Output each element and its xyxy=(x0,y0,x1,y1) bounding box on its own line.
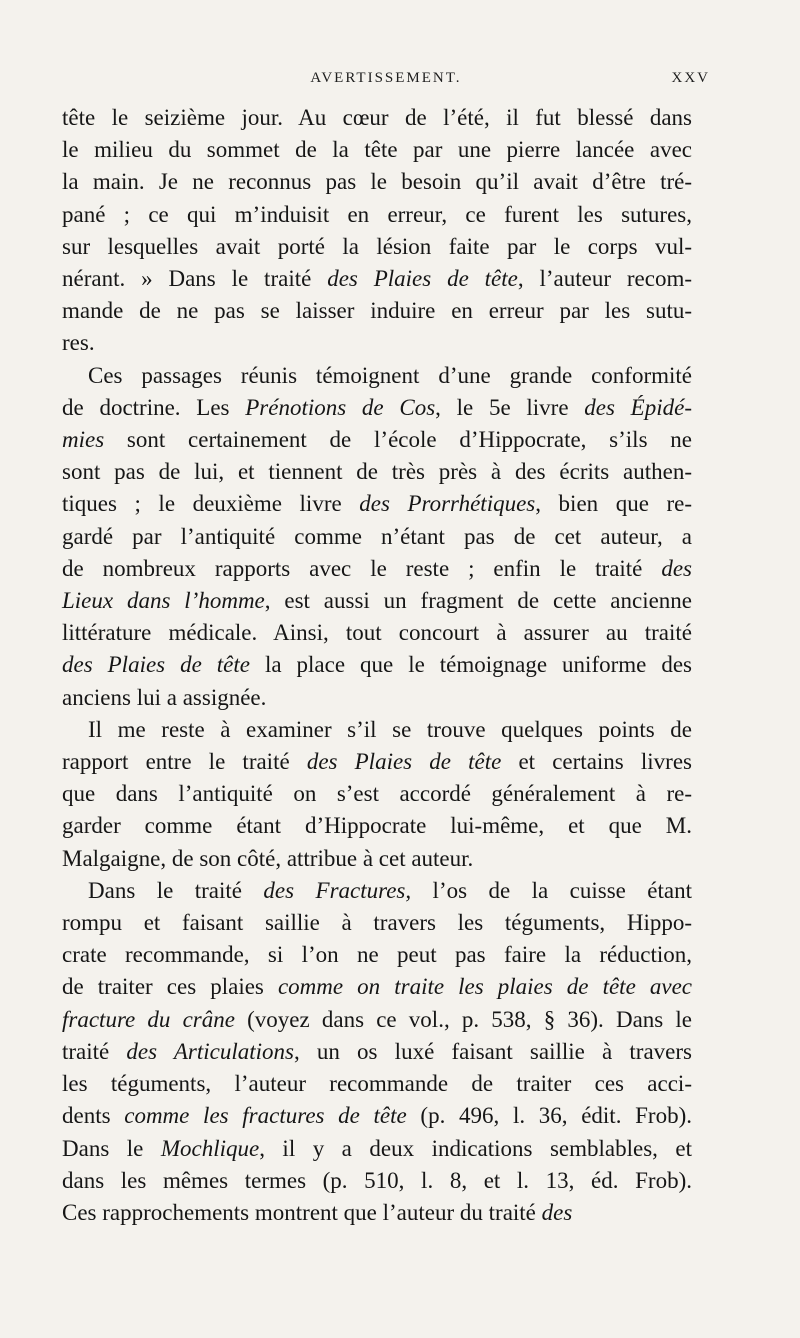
italic-title: mies xyxy=(62,427,105,453)
text-run: sur lesquelles avait porté la lésion faite par le corps vul- xyxy=(62,233,692,259)
text-run: la main. Je ne reconnus pas le besoin qu’il avait d’être tré- xyxy=(62,169,692,195)
text-line xyxy=(62,585,692,617)
text-line xyxy=(62,1068,692,1100)
text-run: dents xyxy=(62,1103,125,1129)
text-line xyxy=(62,392,692,424)
text-line xyxy=(62,907,692,939)
text-line xyxy=(62,778,692,810)
text-line xyxy=(62,166,692,198)
running-head-title: AVERTISSEMENT. xyxy=(310,70,462,86)
body-text xyxy=(62,102,692,1229)
text-line xyxy=(62,1100,692,1132)
text-line xyxy=(62,1133,692,1165)
text-run: tiques ; le deuxième livre xyxy=(62,491,360,517)
italic-title: des Fractures, xyxy=(263,877,412,903)
text-line xyxy=(62,488,692,520)
text-line xyxy=(62,1036,692,1068)
italic-title: des Plaies de tête xyxy=(62,652,250,678)
text-run: , un os luxé faisant saillie à travers xyxy=(293,1038,692,1064)
text-line xyxy=(62,714,692,746)
text-line xyxy=(62,682,692,714)
text-run: Malgaigne, de son côté, attribue à cet auteur. xyxy=(62,845,474,871)
text-run: de nombreux rapports avec le reste ; enfin le traité xyxy=(62,555,662,581)
paragraph xyxy=(62,714,692,875)
text-run: (p. 496, l. 36, édit. Frob). xyxy=(406,1103,692,1129)
text-line xyxy=(62,102,692,134)
italic-title: des Prorrhétiques xyxy=(359,491,536,517)
text-line xyxy=(62,875,692,907)
text-run: et certains livres xyxy=(501,749,692,775)
text-run: res. xyxy=(62,330,95,356)
text-line xyxy=(62,617,692,649)
text-run: , il y a deux indications semblables, et xyxy=(259,1135,693,1161)
paragraph xyxy=(62,875,692,1229)
text-run: rompu et faisant saillie à travers les téguments, Hippo- xyxy=(62,910,692,936)
italic-title: des Épidé- xyxy=(584,394,692,420)
text-line xyxy=(62,521,692,553)
italic-title: fracture du crâne xyxy=(62,1006,235,1032)
text-line xyxy=(62,1004,692,1036)
italic-title: Lieux dans l’homme xyxy=(62,588,265,614)
running-head xyxy=(62,70,710,92)
text-run: , bien que re- xyxy=(535,491,692,517)
text-run: de traiter ces plaies xyxy=(62,974,278,1000)
text-line xyxy=(62,134,692,166)
text-run: sont pas de lui, et tiennent de très près à des écrits authen- xyxy=(62,459,692,485)
italic-title: des xyxy=(661,555,692,581)
text-run: sont certainement de l’école d’Hippocrate, s’ils ne xyxy=(104,427,692,453)
text-line xyxy=(62,939,692,971)
text-run: dans les mêmes termes (p. 510, l. 8, et l. 13, éd. Frob). xyxy=(62,1167,692,1193)
text-run: , l’auteur recom- xyxy=(517,266,692,292)
text-run: gardé par l’antiquité comme n’étant pas de cet auteur, a xyxy=(62,523,692,549)
text-run: rapport entre le traité xyxy=(62,749,307,775)
text-line xyxy=(62,456,692,488)
text-run: tête le seizième jour. Au cœur de l’été, il fut blessé dans xyxy=(62,105,692,130)
paragraph xyxy=(62,360,692,714)
text-run: Dans le xyxy=(62,1135,161,1161)
italic-title: des Plaies de tête xyxy=(327,266,518,292)
italic-title: comme on traite les plaies de tête avec xyxy=(277,974,692,1000)
text-run: Ces passages réunis témoignent d’une grande conformité xyxy=(88,362,692,388)
text-line xyxy=(62,295,692,327)
italic-title: des Plaies de tête xyxy=(306,749,502,775)
text-line xyxy=(62,327,692,359)
text-line xyxy=(62,971,692,1003)
text-run: nérant. » Dans le traité xyxy=(62,266,328,292)
text-line xyxy=(62,1165,692,1197)
text-line xyxy=(62,843,692,875)
text-run: , le 5e livre xyxy=(435,394,585,420)
text-run: l’os de la cuisse étant xyxy=(411,877,692,903)
text-run: garder comme étant d’Hippocrate lui-même, et que M. xyxy=(62,813,692,839)
text-run: crate recommande, si l’on ne peut pas faire la réduction, xyxy=(62,942,692,968)
text-line xyxy=(62,263,692,295)
text-run: , est aussi un fragment de cette ancienne xyxy=(264,588,692,614)
text-line xyxy=(62,649,692,681)
text-run: Dans le traité xyxy=(88,877,264,903)
text-run: mande de ne pas se laisser induire en erreur par les sutu- xyxy=(62,298,692,324)
text-run: Il me reste à examiner s’il se trouve quelques points de xyxy=(88,716,692,742)
italic-title: Prénotions de Cos xyxy=(245,394,436,420)
text-line xyxy=(62,1197,692,1229)
text-run: les téguments, l’auteur recommande de traiter ces acci- xyxy=(62,1071,692,1097)
italic-title: comme les fractures de tête xyxy=(124,1103,407,1129)
text-line xyxy=(62,553,692,585)
text-line xyxy=(62,746,692,778)
text-line xyxy=(62,360,692,392)
italic-title: des xyxy=(541,1199,573,1225)
text-run: littérature médicale. Ainsi, tout concourt à assurer au traité xyxy=(62,620,692,646)
text-run: pané ; ce qui m’induisit en erreur, ce furent les sutures, xyxy=(62,201,692,227)
text-run: le milieu du sommet de la tête par une pierre lancée avec xyxy=(62,137,692,163)
text-line xyxy=(62,810,692,842)
text-run: de doctrine. Les xyxy=(62,394,246,420)
text-line xyxy=(62,199,692,231)
text-run: la place que le témoignage uniforme des xyxy=(249,652,692,678)
text-run: (voyez dans ce vol., p. 538, § 36). Dans le xyxy=(234,1006,692,1032)
text-line xyxy=(62,424,692,456)
text-line xyxy=(62,231,692,263)
text-run: traité xyxy=(62,1038,127,1064)
paragraph xyxy=(62,102,692,360)
text-run: anciens lui a assignée. xyxy=(62,684,267,710)
italic-title: Mochlique xyxy=(160,1135,260,1161)
italic-title: des Articulations xyxy=(126,1038,294,1064)
text-run: Ces rapprochements montrent que l’auteur du traité xyxy=(62,1199,542,1225)
page-number: XXV xyxy=(671,70,710,86)
text-run: que dans l’antiquité on s’est accordé généralement à re- xyxy=(62,781,692,807)
